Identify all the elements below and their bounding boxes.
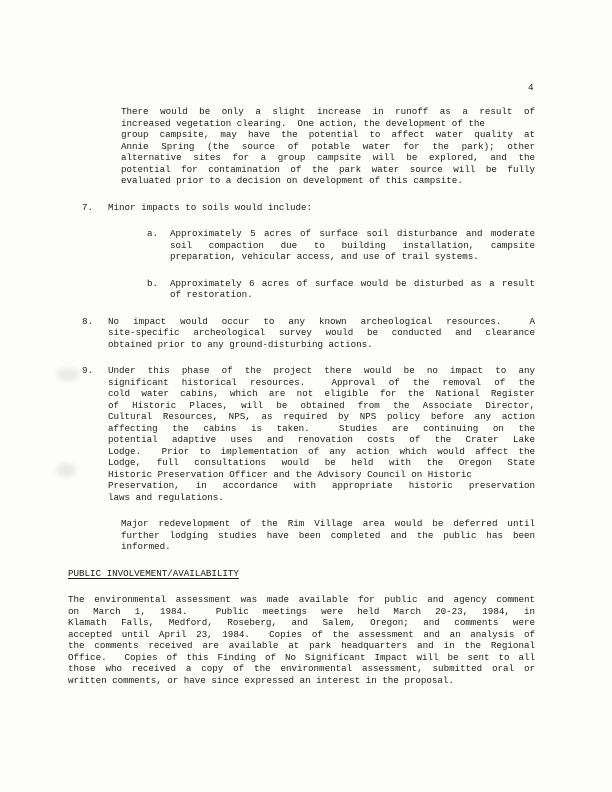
list-item-9-line-8: Lodge. Prior to implementation of any action which would affect the (108, 445, 535, 457)
list-item-7a-marker: a. (147, 228, 159, 239)
list-item-9-line-6: affecting the cabins is taken. Studies are continuing on the (108, 422, 535, 434)
list-item-7-marker: 7. (82, 201, 94, 213)
list-item-7a-line-3: preparation, vehicular access, and use of trail systems. (170, 251, 479, 262)
para-runoff-continuation-line-7: evaluated prior to a decision on development of this campsite. (121, 175, 463, 186)
list-item-9-line-12: laws and regulations. (108, 491, 224, 503)
list-item-9-line-11: Preservation, in accordance with appropriate historic preservation (108, 480, 535, 491)
para-rim-village-line-3: informed. (121, 541, 171, 552)
para-public-availability-line-3: Klamath Falls, Medford, Roseberg, and Salem, Oregon; and comments were (68, 617, 535, 628)
para-public-availability-line-5: the comments received are available at park headquarters and in the Regional (68, 640, 535, 651)
list-item-7-line-1: Minor impacts to soils would include: (108, 201, 312, 213)
list-item-9-line-9: Lodge, full consultations would be held with the Oregon State (108, 457, 535, 468)
para-public-availability (68, 594, 535, 686)
list-item-9-marker: 9. (82, 365, 94, 376)
para-public-availability-line-7: those who received a copy of the environmental assessment, submitted oral or (68, 663, 535, 674)
heading-public-involvement (68, 568, 535, 580)
list-item-9-line-10: Historic Preservation Officer and the Advisory Council on Historic (108, 468, 472, 480)
para-runoff-continuation (121, 106, 535, 187)
document-flow (0, 106, 612, 701)
list-item-8 (82, 316, 535, 351)
list-item-7b-line-1: Approximately 6 acres of surface would be disturbed as a result (170, 277, 535, 289)
para-public-availability-line-4: accepted until April 23, 1984. Copies of the assessment and an analysis of (68, 628, 535, 640)
para-rim-village-line-2: further lodging studies have been completed and the public has been (121, 529, 535, 541)
list-item-8-marker: 8. (82, 315, 94, 327)
list-item-7b-line-2: of restoration. (170, 289, 253, 300)
list-item-9-line-5: Cultural Resources, NPS, as required by NPS policy before any action (108, 411, 535, 422)
para-runoff-continuation-line-1: There would be only a slight increase in runoff as a result of (121, 106, 535, 117)
list-item-9-line-7: potential adaptive uses and renovation costs of the Crater Lake (108, 434, 535, 445)
para-public-availability-line-2: on March 1, 1984. Public meetings were held March 20-23, 1984, in (68, 605, 535, 617)
para-rim-village (121, 518, 535, 553)
list-item-9 (82, 365, 535, 503)
list-item-7a-line-1: Approximately 5 acres of surface soil disturbance and moderate (170, 228, 535, 239)
list-item-8-line-1: No impact would occur to any known archeological resources. A (108, 315, 535, 327)
para-public-availability-line-8: written comments, or have since expressed an interest in the proposal. (68, 674, 454, 686)
para-runoff-continuation-line-3: group campsite, may have the potential to affect water quality at (121, 129, 535, 140)
para-runoff-continuation-line-5: alternative sites for a group campsite will be explored, and the (121, 152, 535, 163)
para-runoff-continuation-line-6: potential for contamination of the park water source will be fully (121, 163, 535, 175)
list-item-9-line-2: significant historical resources. Approval of the removal of the (108, 376, 535, 388)
list-item-8-line-2: site-specific archeological survey would be conducted and clearance (108, 327, 535, 338)
list-item-9-line-1: Under this phase of the project there would be no impact to any (108, 365, 535, 376)
list-item-9-line-4: of Historic Places, will be obtained from the Associate Director, (108, 399, 535, 411)
para-public-availability-line-6: Office. Copies of this Finding of No Significant Impact will be sent to all (68, 651, 535, 663)
list-item-7b-marker: b. (147, 277, 159, 289)
heading-public-involvement-line-1: PUBLIC INVOLVEMENT/AVAILABILITY (68, 567, 239, 579)
list-item-7 (82, 202, 535, 214)
list-item-8-line-3: obtained prior to any ground-disturbing actions. (108, 338, 373, 350)
page-number: 4 (528, 82, 534, 93)
para-runoff-continuation-line-4: Annie Spring (the source of potable water for the park); other (121, 140, 535, 152)
list-item-7a (147, 228, 535, 263)
list-item-7a-line-2: soil compaction due to building installation, campsite (170, 239, 535, 251)
list-item-7b (147, 278, 535, 301)
para-rim-village-line-1: Major redevelopment of the Rim Village area would be deferred until (121, 518, 535, 529)
para-runoff-continuation-line-2: increased vegetation clearing. One action, the development of the (121, 117, 485, 129)
list-item-9-line-3: cold water cabins, which are not eligible for the National Register (108, 388, 535, 399)
para-public-availability-line-1: The environmental assessment was made available for public and agency comment (68, 594, 535, 605)
